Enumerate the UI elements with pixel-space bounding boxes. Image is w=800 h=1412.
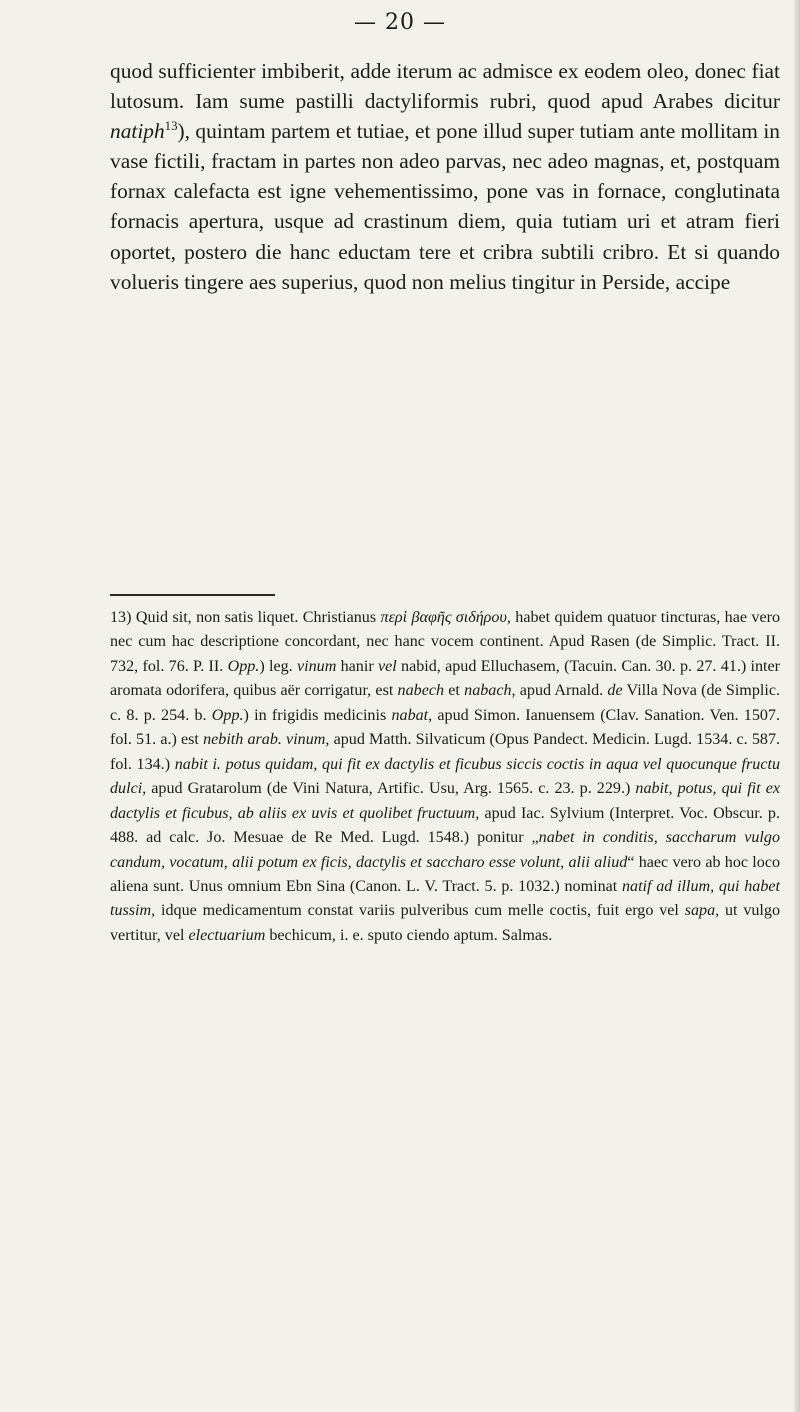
italic-text: nabech xyxy=(397,682,445,700)
italic-text: vinum xyxy=(296,657,337,675)
page-edge xyxy=(794,0,800,1412)
text-run: apud Gratarolum (de Vini Natura, Artific. Usu, Arg. 1565. c. 23. p. 229.) xyxy=(146,780,636,798)
page-number: — 20 — xyxy=(354,10,446,35)
italic-text: vel xyxy=(377,657,397,675)
italic-text: electuarium xyxy=(188,926,266,944)
text-run: apud Matth. Silvaticum (Opus Pandect. Medicin. Lugd. 1534. c. 587. fol. 134.) xyxy=(110,731,781,773)
footnote-text xyxy=(110,606,780,948)
italic-text: περὶ βαφῆς σιδήρου, xyxy=(380,609,511,626)
text-run: et xyxy=(444,682,465,700)
italic-text: nabet in conditis, saccharum vulgo candum, vocatum, alii potum ex ficis, dactylis et saccharo esse volunt, alii aliud xyxy=(110,829,780,871)
italic-text: natiph xyxy=(110,119,165,144)
italic-text: sapa, xyxy=(684,902,720,920)
footnote-marker: 13 xyxy=(164,119,178,134)
text-run: hanir xyxy=(336,657,378,675)
text-run: nabid, apud Elluchasem, (Tacuin. Can. 30. p. 27. 41.) inter aromata odorifera, quibus aër corrigatur, est xyxy=(110,657,781,700)
text-run: “ haec vero ab hoc loco aliena sunt. Unus omnium Ebn Sina (Canon. L. V. Tract. 5. p. 1032.) nominat xyxy=(110,853,781,895)
text-run: apud Arnald. xyxy=(515,682,608,700)
text-run: 13) Quid sit, non satis liquet. Christianus xyxy=(110,609,381,626)
italic-text: nabit, potus, qui fit ex dactylis et ficubus, ab aliis ex uvis et quolibet fructuum, xyxy=(110,780,780,822)
text-run: bechicum, i. e. sputo ciendo aptum. Salmas. xyxy=(265,926,553,944)
text-run: apud Simon. Ianuensem (Clav. Sanation. Ven. 1507. fol. 51. a.) est xyxy=(110,706,780,749)
footnote-separator xyxy=(110,594,275,596)
italic-text: Opp. xyxy=(211,706,244,724)
text-run: idque medicamentum constat variis pulveribus cum melle coctis, fuit ergo vel xyxy=(155,902,685,920)
italic-text: natif ad illum, qui habet tussim, xyxy=(110,877,780,920)
italic-text: Opp. xyxy=(227,657,260,675)
text-run: ) in frigidis medicinis xyxy=(243,706,392,724)
text-run: apud Iac. Sylvium (Interpret. Voc. Obscur. p. 488. ad calc. Jo. Mesuae de Re Med. Lugd. 1548.) ponitur „ xyxy=(110,804,780,847)
italic-text: nebith arab. vinum, xyxy=(203,731,330,749)
italic-text: nabit i. potus quidam, qui fit ex dactylis et ficubus siccis coctis in aqua vel quocunque fructu dulci, xyxy=(110,755,780,798)
text-run: ) leg. xyxy=(259,657,297,675)
main-text xyxy=(110,56,780,297)
text-run: habet quidem quatuor tincturas, hae vero nec cum hac descriptione concordant, nec hanc vocem continent. Apud Rasen (de Simplic. Tract. II. 732, fol. 76. P. II. xyxy=(110,609,781,675)
text-run: Villa Nova (de Simplic. c. 8. p. 254. b. xyxy=(110,682,780,724)
text-run: ), quintam partem et tutiae, et pone illud super tutiam ante mollitam in vase fictili, fractam in partes non adeo parvas, nec adeo magnas, et, postquam fornax calefacta est igne vehementissimo, pone vas in fornace, conglutinata fornacis apertura, usque ad crastinum diem, quia tutiam uri et atram fieri oportet, postero die hanc eductam tere et cribra subtili cribro. Et si quando volueris tingere aes superius, quod non melius tingitur in Perside, accipe xyxy=(110,119,780,294)
italic-text: nabach, xyxy=(464,682,516,700)
text-run: quod sufficienter imbiberit, adde iterum ac admisce ex eodem oleo, donec fiat lutosum. Iam sume pastilli dactyliformis rubri, quod apud Arabes dicitur xyxy=(110,59,780,114)
text-run: ut vulgo vertitur, vel xyxy=(110,902,780,944)
italic-text: de xyxy=(607,682,623,700)
italic-text: nabat, xyxy=(391,706,433,724)
